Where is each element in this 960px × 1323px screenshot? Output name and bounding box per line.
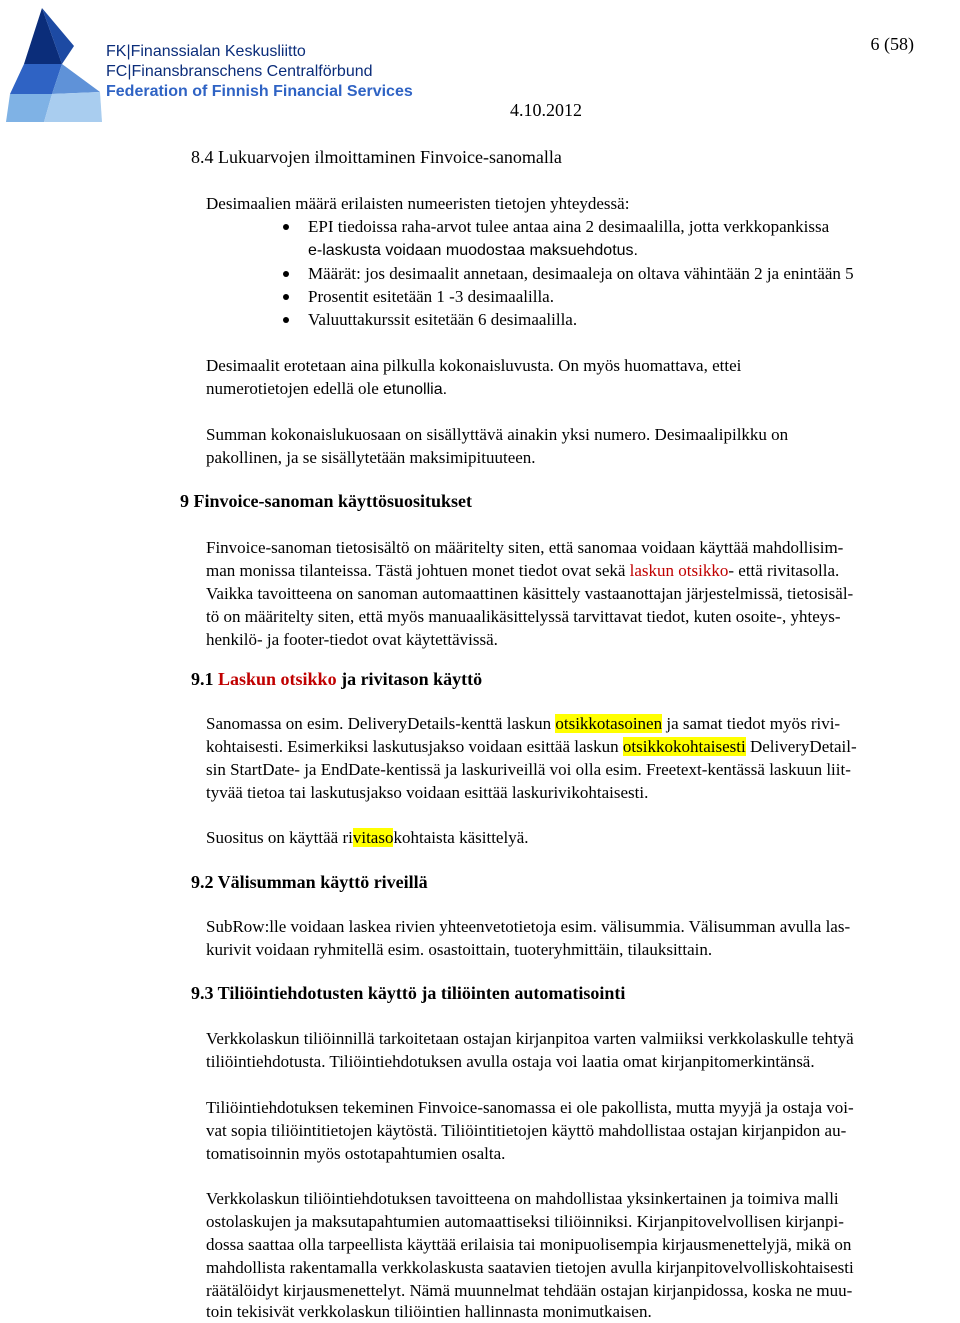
highlighted-text: otsikkotasoinen: [555, 714, 663, 733]
text-span: DeliveryDetail-: [745, 737, 857, 756]
list-item-line: Prosentit esitetään 1 -3 desimaalilla.: [308, 287, 554, 306]
paragraph-line: tyvää tietoa tai laskutusjakso voidaan esittää laskurivikohtaisesti.: [206, 783, 649, 802]
text-span: numerotietojen edellä ole: [206, 379, 384, 398]
paragraph-line: henkilö- ja footer-tiedot ovat käytettävissä.: [206, 630, 498, 649]
paragraph-line: SubRow:lle voidaan laskea rivien yhteenvetotietoja esim. välisummia. Välisumman avulla las-: [206, 917, 851, 936]
paragraph-line: [206, 735, 857, 758]
recommendation-line: [206, 826, 529, 849]
text-span: man monissa tilanteissa. Tästä johtuen monet tiedot ovat sekä: [206, 561, 630, 580]
paragraph-line: Summan kokonaislukuosaan on sisällyttävä ainakin yksi numero. Desimaalipilkku on: [206, 425, 789, 444]
highlighted-text: vitaso: [352, 828, 394, 847]
list-item-line: EPI tiedoissa raha-arvot tulee antaa aina 2 desimaalilla, jotta verkkopankissa: [308, 217, 830, 236]
section-heading-8-4: 8.4 Lukuarvojen ilmoittaminen Finvoice-sanomalla: [191, 147, 562, 167]
paragraph-line: [206, 559, 839, 582]
list-item: [282, 215, 854, 262]
paragraph-line: Tiliöintiehdotuksen tekeminen Finvoice-sanomassa ei ole pakollista, mutta myyjä ja ostaja voi-: [206, 1098, 854, 1117]
paragraph-line: Verkkolaskun tiliöinnillä tarkoitetaan ostajan kirjanpitoa varten valmiiksi verkkolaskulle tehtyä: [206, 1029, 854, 1048]
list-item: [282, 285, 854, 308]
paragraph-line: [206, 377, 447, 401]
paragraph-line: Verkkolaskun tiliöintiehdotuksen tavoitteena on mahdollistaa yksinkertainen ja toimiva malli: [206, 1189, 839, 1208]
text-span: Sanomassa on esim. DeliveryDetails-kenttä laskun: [206, 714, 556, 733]
section-heading-9-3: 9.3 Tiliöintiehdotusten käyttö ja tiliöinten automatisointi: [191, 983, 626, 1003]
text-span: kohtaisesti. Esimerkiksi laskutusjakso voidaan esittää laskun: [206, 737, 623, 756]
org-name-swedish: FC|Finansbranschens Centralförbund: [106, 63, 373, 80]
org-name-finnish: FK|Finanssialan Keskusliitto: [106, 43, 306, 60]
heading-number: 9.1: [191, 669, 218, 689]
paragraph-intro: Desimaalien määrä erilaisten numeeristen tietojen yhteydessä:: [206, 194, 630, 213]
section-heading-9: 9 Finvoice-sanoman käyttösuositukset: [180, 491, 473, 511]
text-span: kohtaista käsittelyä.: [393, 828, 529, 847]
paragraph-line: Desimaalit erotetaan aina pilkulla kokonaisluvusta. On myös huomattava, ettei: [206, 356, 742, 375]
highlighted-text: otsikkokohtaisesti: [622, 737, 746, 756]
paragraph-line: vat sopia tiliöintitietojen käytöstä. Tiliöintitietojen käyttö mahdollistaa ostajan kirjanpidon au-: [206, 1121, 847, 1140]
text-span: Suositus on käyttää ri: [206, 828, 353, 847]
paragraph-line: ostolaskujen ja maksutapahtumien automaattiseksi tiliöinniksi. Kirjanpitovelvollisen kirjanpi-: [206, 1212, 844, 1231]
text-span: ja rivitason käyttö: [336, 669, 483, 689]
decimal-rules-list: [282, 215, 854, 331]
paragraph-line: räätälöidyt kirjausmenettelyt. Nämä muunnelmat tehdään ostajan kirjanpidossa, koska ne muu-: [206, 1281, 853, 1300]
list-item-line: e-laskusta voidaan muodostaa maksuehdotus.: [308, 242, 638, 259]
paragraph-line: pakollinen, ja se sisällytetään maksimipituuteen.: [206, 448, 536, 467]
paragraph-line: tomatisoinnin myös ostotapahtumien osalta.: [206, 1144, 506, 1163]
paragraph-line: mahdollista rakentamalla verkkolaskusta saatavien tietojen avulla kirjanpitovelvolliskohtaisesti: [206, 1258, 854, 1277]
document-date: 4.10.2012: [510, 100, 582, 120]
paragraph-line: dossa saattaa olla tarpeellista käyttää erilaisia tai monipuolisempia kirjausmenettelyjä, mikä on: [206, 1235, 852, 1254]
section-heading-9-1: [191, 668, 482, 691]
section-heading-9-2: 9.2 Välisumman käyttö riveillä: [191, 872, 428, 892]
paragraph-line: sin StartDate- ja EndDate-kentissä ja laskuriveillä voi olla esim. Freetext-kentässä laskuun liit-: [206, 760, 851, 779]
paragraph-line: tiliöintiehdotusta. Tiliöintiehdotuksen avulla ostaja voi laatia omat kirjanpitomerkintänsä.: [206, 1052, 815, 1071]
list-item: [282, 262, 854, 285]
org-name-english: Federation of Finnish Financial Services: [106, 83, 413, 100]
text-span: ja samat tiedot myös rivi-: [662, 714, 841, 733]
paragraph-line: Vaikka tavoitteena on sanoman automaattinen käsittely vastaanottajan järjestelmissä, tietosisäl-: [206, 584, 854, 603]
fk-triangle-logo-icon: [4, 6, 104, 129]
paragraph-line: toin tekisivät verkkolaskun tiliöintien hallinnasta monimutkaisen.: [206, 1302, 652, 1321]
highlighted-term: laskun otsikko: [629, 561, 729, 580]
page-number: 6 (58): [870, 34, 914, 54]
list-item-line: Valuuttakurssit esitetään 6 desimaalilla.: [308, 310, 578, 329]
paragraph-line: kurivit voidaan ryhmitellä esim. osastoittain, tuoteryhmittäin, tilauksittain.: [206, 940, 713, 959]
paragraph-line: Finvoice-sanoman tietosisältö on määritelty siten, että sanomaa voidaan käyttää mahdollisim-: [206, 538, 844, 557]
paragraph-line: tö on määritelty siten, että myös manuaalikäsittelyssä tarvittavat tiedot, kuten osoite-, yhteys-: [206, 607, 841, 626]
text-span: etunollia.: [383, 381, 448, 398]
list-item-line: Määrät: jos desimaalit annetaan, desimaaleja on oltava vähintään 2 ja enintään 5: [308, 264, 854, 283]
text-span: - että rivitasolla.: [728, 561, 840, 580]
paragraph-line: [206, 712, 840, 735]
highlighted-term: Laskun otsikko: [218, 669, 337, 689]
list-item: [282, 308, 854, 331]
